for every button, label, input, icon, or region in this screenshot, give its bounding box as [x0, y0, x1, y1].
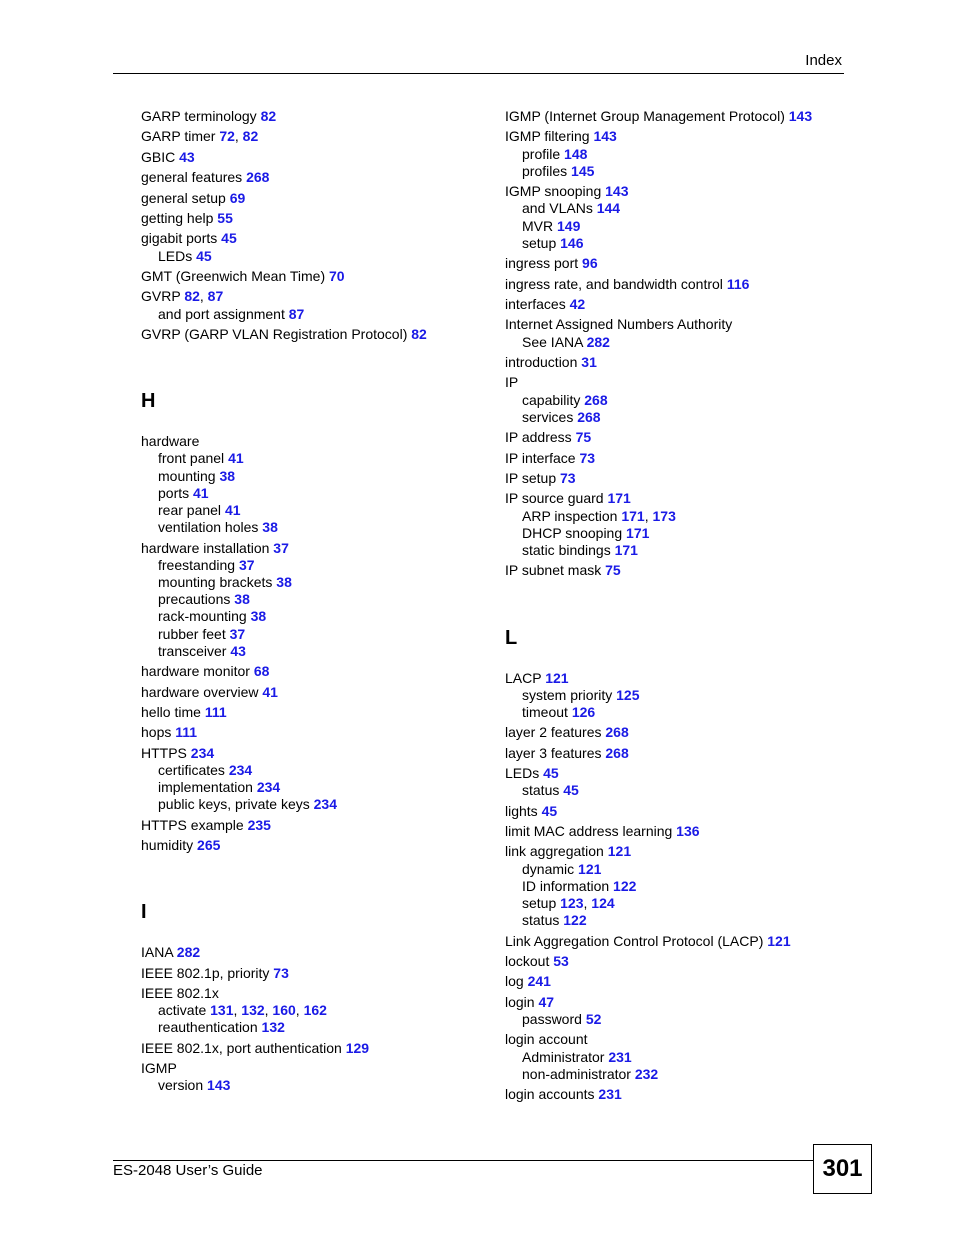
page-link[interactable]: 121 — [607, 843, 632, 860]
index-subentry — [505, 218, 850, 235]
page-link[interactable]: 131 — [210, 1002, 234, 1019]
page-link[interactable]: 37 — [229, 625, 246, 642]
index-entry — [505, 470, 850, 487]
page-link[interactable]: 122 — [613, 877, 637, 894]
index-entry — [141, 128, 486, 145]
page-link[interactable]: 82 — [260, 108, 277, 124]
page-link[interactable]: 52 — [585, 1011, 602, 1028]
index-subentry — [505, 200, 850, 217]
index-term: log — [505, 973, 528, 990]
index-term: status — [522, 912, 564, 929]
page-link[interactable]: 43 — [230, 642, 246, 659]
index-term: IEEE 802.1x, port authentication — [141, 1039, 346, 1056]
index-term: dynamic — [522, 860, 579, 877]
index-subentry — [141, 779, 486, 796]
index-entry — [141, 684, 486, 701]
index-term: IP interface — [505, 449, 580, 466]
index-entry — [141, 230, 486, 247]
index-entry — [141, 540, 486, 557]
index-term: LEDs — [505, 765, 544, 782]
page-link[interactable]: 282 — [586, 333, 610, 350]
index-term: IGMP snooping — [505, 183, 606, 200]
index-term: GVRP (GARP VLAN Registration Protocol) — [141, 325, 412, 342]
index-column-right — [505, 108, 850, 1103]
page-link[interactable]: 171 — [614, 541, 638, 558]
page-link[interactable]: 47 — [538, 993, 555, 1010]
index-entry — [505, 429, 850, 446]
index-term: services — [522, 408, 578, 425]
index-term: ingress rate, and bandwidth control — [505, 275, 727, 292]
index-term: introduction — [505, 353, 582, 370]
page-link[interactable]: 136 — [676, 823, 700, 840]
index-entry — [505, 843, 850, 860]
page-link[interactable]: 234 — [190, 744, 215, 761]
index-term: profiles — [522, 162, 572, 179]
page-number: 301 — [822, 1155, 863, 1182]
index-term: GARP terminology — [141, 108, 261, 124]
index-term: lights — [505, 802, 542, 819]
index-term: gigabit ports — [141, 230, 222, 247]
index-term: ingress port — [505, 255, 583, 272]
index-term: layer 2 features — [505, 724, 606, 741]
index-term: rack-mounting — [158, 608, 251, 625]
index-subentry — [141, 574, 486, 591]
page-link[interactable]: 265 — [197, 837, 221, 854]
index-term: setup — [522, 234, 561, 251]
index-subentry — [505, 409, 850, 426]
index-term: hardware overview — [141, 683, 263, 700]
page-link[interactable]: 173 — [652, 507, 676, 524]
index-term: static bindings — [522, 541, 615, 558]
index-term: version — [158, 1077, 208, 1094]
index-term: layer 3 features — [505, 744, 606, 761]
index-subentry — [141, 626, 486, 643]
page-link[interactable]: 124 — [591, 895, 615, 912]
header-section-title: Index — [805, 52, 842, 69]
page-separator: , — [233, 1002, 242, 1019]
page-link[interactable]: 234 — [228, 761, 253, 778]
page-link[interactable]: 82 — [184, 288, 200, 305]
index-entry — [505, 296, 850, 313]
page-link[interactable]: 41 — [228, 450, 244, 467]
index-subentry — [505, 1066, 850, 1083]
page-link[interactable]: 38 — [234, 591, 250, 608]
index-entry — [505, 276, 850, 293]
page-link[interactable]: 31 — [581, 353, 597, 370]
index-entry — [141, 745, 486, 762]
page-separator: , — [234, 128, 243, 145]
index-entry — [505, 670, 850, 687]
section-letter-heading: H — [141, 390, 156, 413]
page-separator: , — [583, 895, 592, 912]
page-link[interactable]: 45 — [543, 765, 559, 782]
page-link[interactable]: 145 — [571, 162, 595, 179]
index-subentry — [505, 334, 850, 351]
index-term: profile — [522, 145, 565, 162]
index-entry — [141, 817, 486, 834]
index-subentry — [141, 591, 486, 608]
index-subentry — [505, 687, 850, 704]
index-term: capability — [522, 391, 585, 408]
index-column-left — [141, 108, 486, 1095]
page-link[interactable]: 38 — [250, 608, 267, 625]
index-term: IP subnet mask — [505, 562, 606, 579]
page-link[interactable]: 82 — [242, 128, 259, 145]
page-link[interactable]: 121 — [545, 669, 569, 686]
index-term: GMT (Greenwich Mean Time) — [141, 267, 330, 284]
index-term: public keys, private keys — [158, 796, 314, 813]
index-term: IP address — [505, 429, 576, 446]
index-term: IEEE 802.1p, priority — [141, 964, 274, 981]
index-entry — [505, 933, 850, 950]
index-entry — [505, 490, 850, 507]
index-term: GBIC — [141, 148, 180, 165]
index-subentry — [505, 1011, 850, 1028]
page-link[interactable]: 160 — [272, 1002, 296, 1019]
page-link[interactable]: 162 — [303, 1002, 327, 1019]
index-entry — [505, 354, 850, 371]
index-term: lockout — [505, 953, 554, 970]
index-term: MVR — [522, 217, 557, 234]
page-link[interactable]: 38 — [276, 573, 292, 590]
index-subentry — [141, 762, 486, 779]
page-link[interactable]: 231 — [608, 1048, 632, 1065]
index-term: general setup — [141, 189, 230, 206]
index-subentry — [505, 392, 850, 409]
index-entry — [141, 944, 486, 961]
index-entry — [141, 965, 486, 982]
index-term: hops — [141, 724, 176, 741]
index-term: implementation — [158, 779, 257, 796]
page-link[interactable]: 132 — [261, 1019, 285, 1036]
index-term: LACP — [505, 669, 546, 686]
page-link[interactable]: 171 — [607, 490, 631, 507]
index-term: IANA — [141, 944, 177, 961]
index-subentry — [141, 519, 486, 536]
page-link[interactable]: 45 — [196, 247, 212, 264]
index-term: hardware installation — [141, 539, 274, 556]
index-term: IP — [505, 374, 519, 391]
page-link[interactable]: 234 — [256, 779, 281, 796]
index-entry — [505, 994, 850, 1011]
page-link[interactable]: 45 — [563, 782, 579, 799]
index-entry — [505, 973, 850, 990]
index-subentry — [141, 608, 486, 625]
index-term: Internet Assigned Numbers Authority — [505, 316, 733, 333]
index-subentry — [505, 912, 850, 929]
index-subentry — [505, 163, 850, 180]
page-link[interactable]: 75 — [605, 562, 621, 579]
index-entry — [505, 765, 850, 782]
index-entry — [141, 210, 486, 227]
index-term: getting help — [141, 209, 218, 226]
page-link[interactable]: 45 — [541, 802, 558, 819]
index-entry — [141, 326, 486, 343]
index-entry — [505, 724, 850, 741]
index-term: interfaces — [505, 295, 570, 312]
page-number-box — [813, 1144, 872, 1194]
page-link[interactable]: 111 — [175, 724, 198, 741]
index-entry — [141, 837, 486, 854]
index-entry — [505, 374, 850, 391]
index-entry — [505, 255, 850, 272]
index-term: hardware monitor — [141, 663, 254, 680]
page-link[interactable]: 126 — [571, 703, 596, 720]
index-subentry — [141, 1019, 486, 1036]
index-term: IEEE 802.1x — [141, 985, 219, 1002]
index-subentry — [505, 878, 850, 895]
index-term: timeout — [522, 703, 572, 720]
index-term: LEDs — [158, 247, 197, 264]
page-link[interactable]: 241 — [527, 973, 551, 990]
index-term: humidity — [141, 837, 198, 854]
page-link[interactable]: 149 — [557, 217, 581, 234]
index-term: GVRP — [141, 288, 185, 305]
index-entry — [141, 985, 486, 1002]
index-subentry — [141, 1002, 486, 1019]
index-subentry — [505, 525, 850, 542]
index-term: ID information — [522, 877, 614, 894]
page-link[interactable]: 121 — [578, 860, 602, 877]
page-separator: , — [199, 288, 208, 305]
index-subentry — [505, 704, 850, 721]
index-term: password — [522, 1011, 586, 1028]
index-entry — [505, 316, 850, 333]
index-term: See IANA — [522, 333, 587, 350]
page-link[interactable]: 55 — [217, 209, 233, 226]
index-subentry — [141, 502, 486, 519]
page-link[interactable]: 268 — [246, 169, 270, 186]
page-link[interactable]: 111 — [204, 703, 227, 720]
page-link[interactable]: 38 — [219, 467, 236, 484]
index-entry — [505, 183, 850, 200]
index-subentry — [141, 468, 486, 485]
index-entry — [505, 953, 850, 970]
page-link[interactable]: 73 — [273, 964, 289, 981]
index-term: non-administrator — [522, 1065, 635, 1082]
index-entry — [505, 803, 850, 820]
index-term: login account — [505, 1031, 588, 1048]
page-link[interactable]: 143 — [788, 108, 813, 124]
index-term: transceiver — [158, 642, 231, 659]
index-entry — [141, 288, 486, 305]
index-term: DHCP snooping — [522, 524, 627, 541]
page-link[interactable]: 68 — [253, 663, 270, 680]
index-entry — [505, 1031, 850, 1048]
index-term: status — [522, 782, 564, 799]
page-link[interactable]: 234 — [313, 796, 337, 813]
index-term: mounting brackets — [158, 573, 277, 590]
page-link[interactable]: 53 — [553, 953, 569, 970]
index-term: IP source guard — [505, 490, 608, 507]
page-link[interactable]: 231 — [598, 1086, 622, 1103]
index-entry — [141, 108, 486, 125]
index-entry — [505, 128, 850, 145]
page-link[interactable]: 268 — [605, 724, 629, 741]
index-term: ARP inspection — [522, 507, 622, 524]
page-link[interactable]: 41 — [224, 501, 241, 518]
page-link[interactable]: 143 — [593, 128, 617, 145]
page-link[interactable]: 143 — [207, 1077, 231, 1094]
page-link[interactable]: 121 — [767, 932, 791, 949]
index-term: HTTPS example — [141, 816, 248, 833]
index-subentry — [141, 485, 486, 502]
index-entry — [141, 1060, 486, 1077]
index-term: general features — [141, 169, 247, 186]
index-entry — [141, 169, 486, 186]
page-link[interactable]: 96 — [582, 255, 598, 272]
page-link[interactable]: 268 — [605, 744, 629, 761]
index-subentry — [141, 450, 486, 467]
page-link[interactable]: 129 — [345, 1039, 370, 1056]
page-link[interactable]: 45 — [221, 230, 237, 247]
index-entry — [141, 149, 486, 166]
index-term: hello time — [141, 703, 205, 720]
index-entry — [141, 704, 486, 721]
section-letter-heading: I — [141, 901, 147, 924]
index-term: ports — [158, 484, 194, 501]
index-entry — [505, 108, 850, 125]
page-link[interactable]: 146 — [560, 234, 584, 251]
page-link[interactable]: 268 — [577, 408, 601, 425]
index-term: system priority — [522, 686, 617, 703]
footer-guide-title: ES-2048 User’s Guide — [113, 1162, 263, 1179]
page-link[interactable]: 235 — [247, 816, 271, 833]
page-link[interactable]: 171 — [621, 507, 645, 524]
index-term: IGMP — [141, 1060, 177, 1077]
page-link[interactable]: 132 — [241, 1002, 265, 1019]
index-term: HTTPS — [141, 744, 191, 761]
page-separator: , — [644, 507, 653, 524]
index-term: login — [505, 993, 539, 1010]
page-link[interactable]: 73 — [579, 449, 596, 466]
index-entry — [505, 562, 850, 579]
page-link[interactable]: 143 — [605, 183, 629, 200]
index-subentry — [141, 643, 486, 660]
index-term: hardware — [141, 433, 200, 450]
index-entry — [505, 745, 850, 762]
index-entry — [141, 268, 486, 285]
page-separator: , — [264, 1002, 273, 1019]
index-subentry — [141, 248, 486, 265]
index-subentry — [141, 306, 486, 323]
page-link[interactable]: 123 — [560, 895, 584, 912]
page-link[interactable]: 70 — [329, 267, 345, 284]
page-link[interactable]: 116 — [726, 275, 750, 292]
page-link[interactable]: 72 — [219, 128, 235, 145]
index-term: front panel — [158, 450, 229, 467]
page-link[interactable]: 41 — [193, 484, 209, 501]
index-subentry — [505, 861, 850, 878]
index-term: link aggregation — [505, 843, 608, 860]
index-term: mounting — [158, 467, 220, 484]
page-link[interactable]: 122 — [563, 912, 587, 929]
index-term: rubber feet — [158, 625, 230, 642]
page-link[interactable]: 144 — [596, 200, 621, 217]
page-link[interactable]: 82 — [411, 325, 427, 342]
index-term: certificates — [158, 761, 229, 778]
index-subentry — [505, 782, 850, 799]
index-term: rear panel — [158, 501, 225, 518]
index-entry — [141, 190, 486, 207]
index-subentry — [141, 796, 486, 813]
page-link[interactable]: 87 — [288, 305, 305, 322]
index-subentry — [505, 235, 850, 252]
index-entry — [505, 450, 850, 467]
index-subentry — [505, 1049, 850, 1066]
index-entry — [141, 1040, 486, 1057]
index-term: activate — [158, 1002, 211, 1019]
index-term: Link Aggregation Control Protocol (LACP) — [505, 932, 768, 949]
index-entry — [141, 724, 486, 741]
index-term: precautions — [158, 591, 235, 608]
index-entry — [141, 433, 486, 450]
index-term: ventilation holes — [158, 519, 263, 536]
section-letter-heading: L — [505, 626, 518, 649]
page-link[interactable]: 37 — [273, 539, 289, 556]
index-subentry — [505, 508, 850, 525]
index-term: and port assignment — [158, 305, 289, 322]
index-term: IP setup — [505, 469, 561, 486]
index-term: setup — [522, 895, 561, 912]
page-link[interactable]: 282 — [176, 944, 201, 961]
index-subentry — [505, 542, 850, 559]
index-term: IGMP filtering — [505, 128, 594, 145]
page-link[interactable]: 43 — [179, 148, 195, 165]
page-link[interactable]: 75 — [575, 429, 592, 446]
footer-rule — [113, 1160, 813, 1161]
index-term: GARP timer — [141, 128, 220, 145]
page-link[interactable]: 37 — [238, 556, 255, 573]
page-link[interactable]: 42 — [569, 295, 586, 312]
index-term: freestanding — [158, 556, 239, 573]
index-subentry — [505, 895, 850, 912]
page-link[interactable]: 73 — [560, 469, 576, 486]
index-entry — [505, 823, 850, 840]
page-link[interactable]: 268 — [584, 391, 608, 408]
page-link[interactable]: 171 — [626, 524, 650, 541]
index-subentry — [141, 1077, 486, 1094]
page-link[interactable]: 87 — [207, 288, 224, 305]
page-link[interactable]: 41 — [262, 683, 278, 700]
index-entry — [141, 663, 486, 680]
page-link[interactable]: 148 — [564, 145, 588, 162]
index-subentry — [141, 557, 486, 574]
index-subentry — [505, 146, 850, 163]
index-term: IGMP (Internet Group Management Protocol) — [505, 108, 789, 124]
index-term: limit MAC address learning — [505, 823, 677, 840]
page-link[interactable]: 125 — [616, 686, 640, 703]
page-separator: , — [295, 1002, 304, 1019]
index-term: Administrator — [522, 1048, 609, 1065]
index-term: reauthentication — [158, 1019, 262, 1036]
page-link[interactable]: 38 — [262, 519, 278, 536]
page-link[interactable]: 232 — [634, 1065, 659, 1082]
page-link[interactable]: 69 — [229, 189, 246, 206]
index-entry — [505, 1086, 850, 1103]
header-rule — [113, 73, 844, 74]
index-term: and VLANs — [522, 200, 597, 217]
index-term: login accounts — [505, 1086, 599, 1103]
